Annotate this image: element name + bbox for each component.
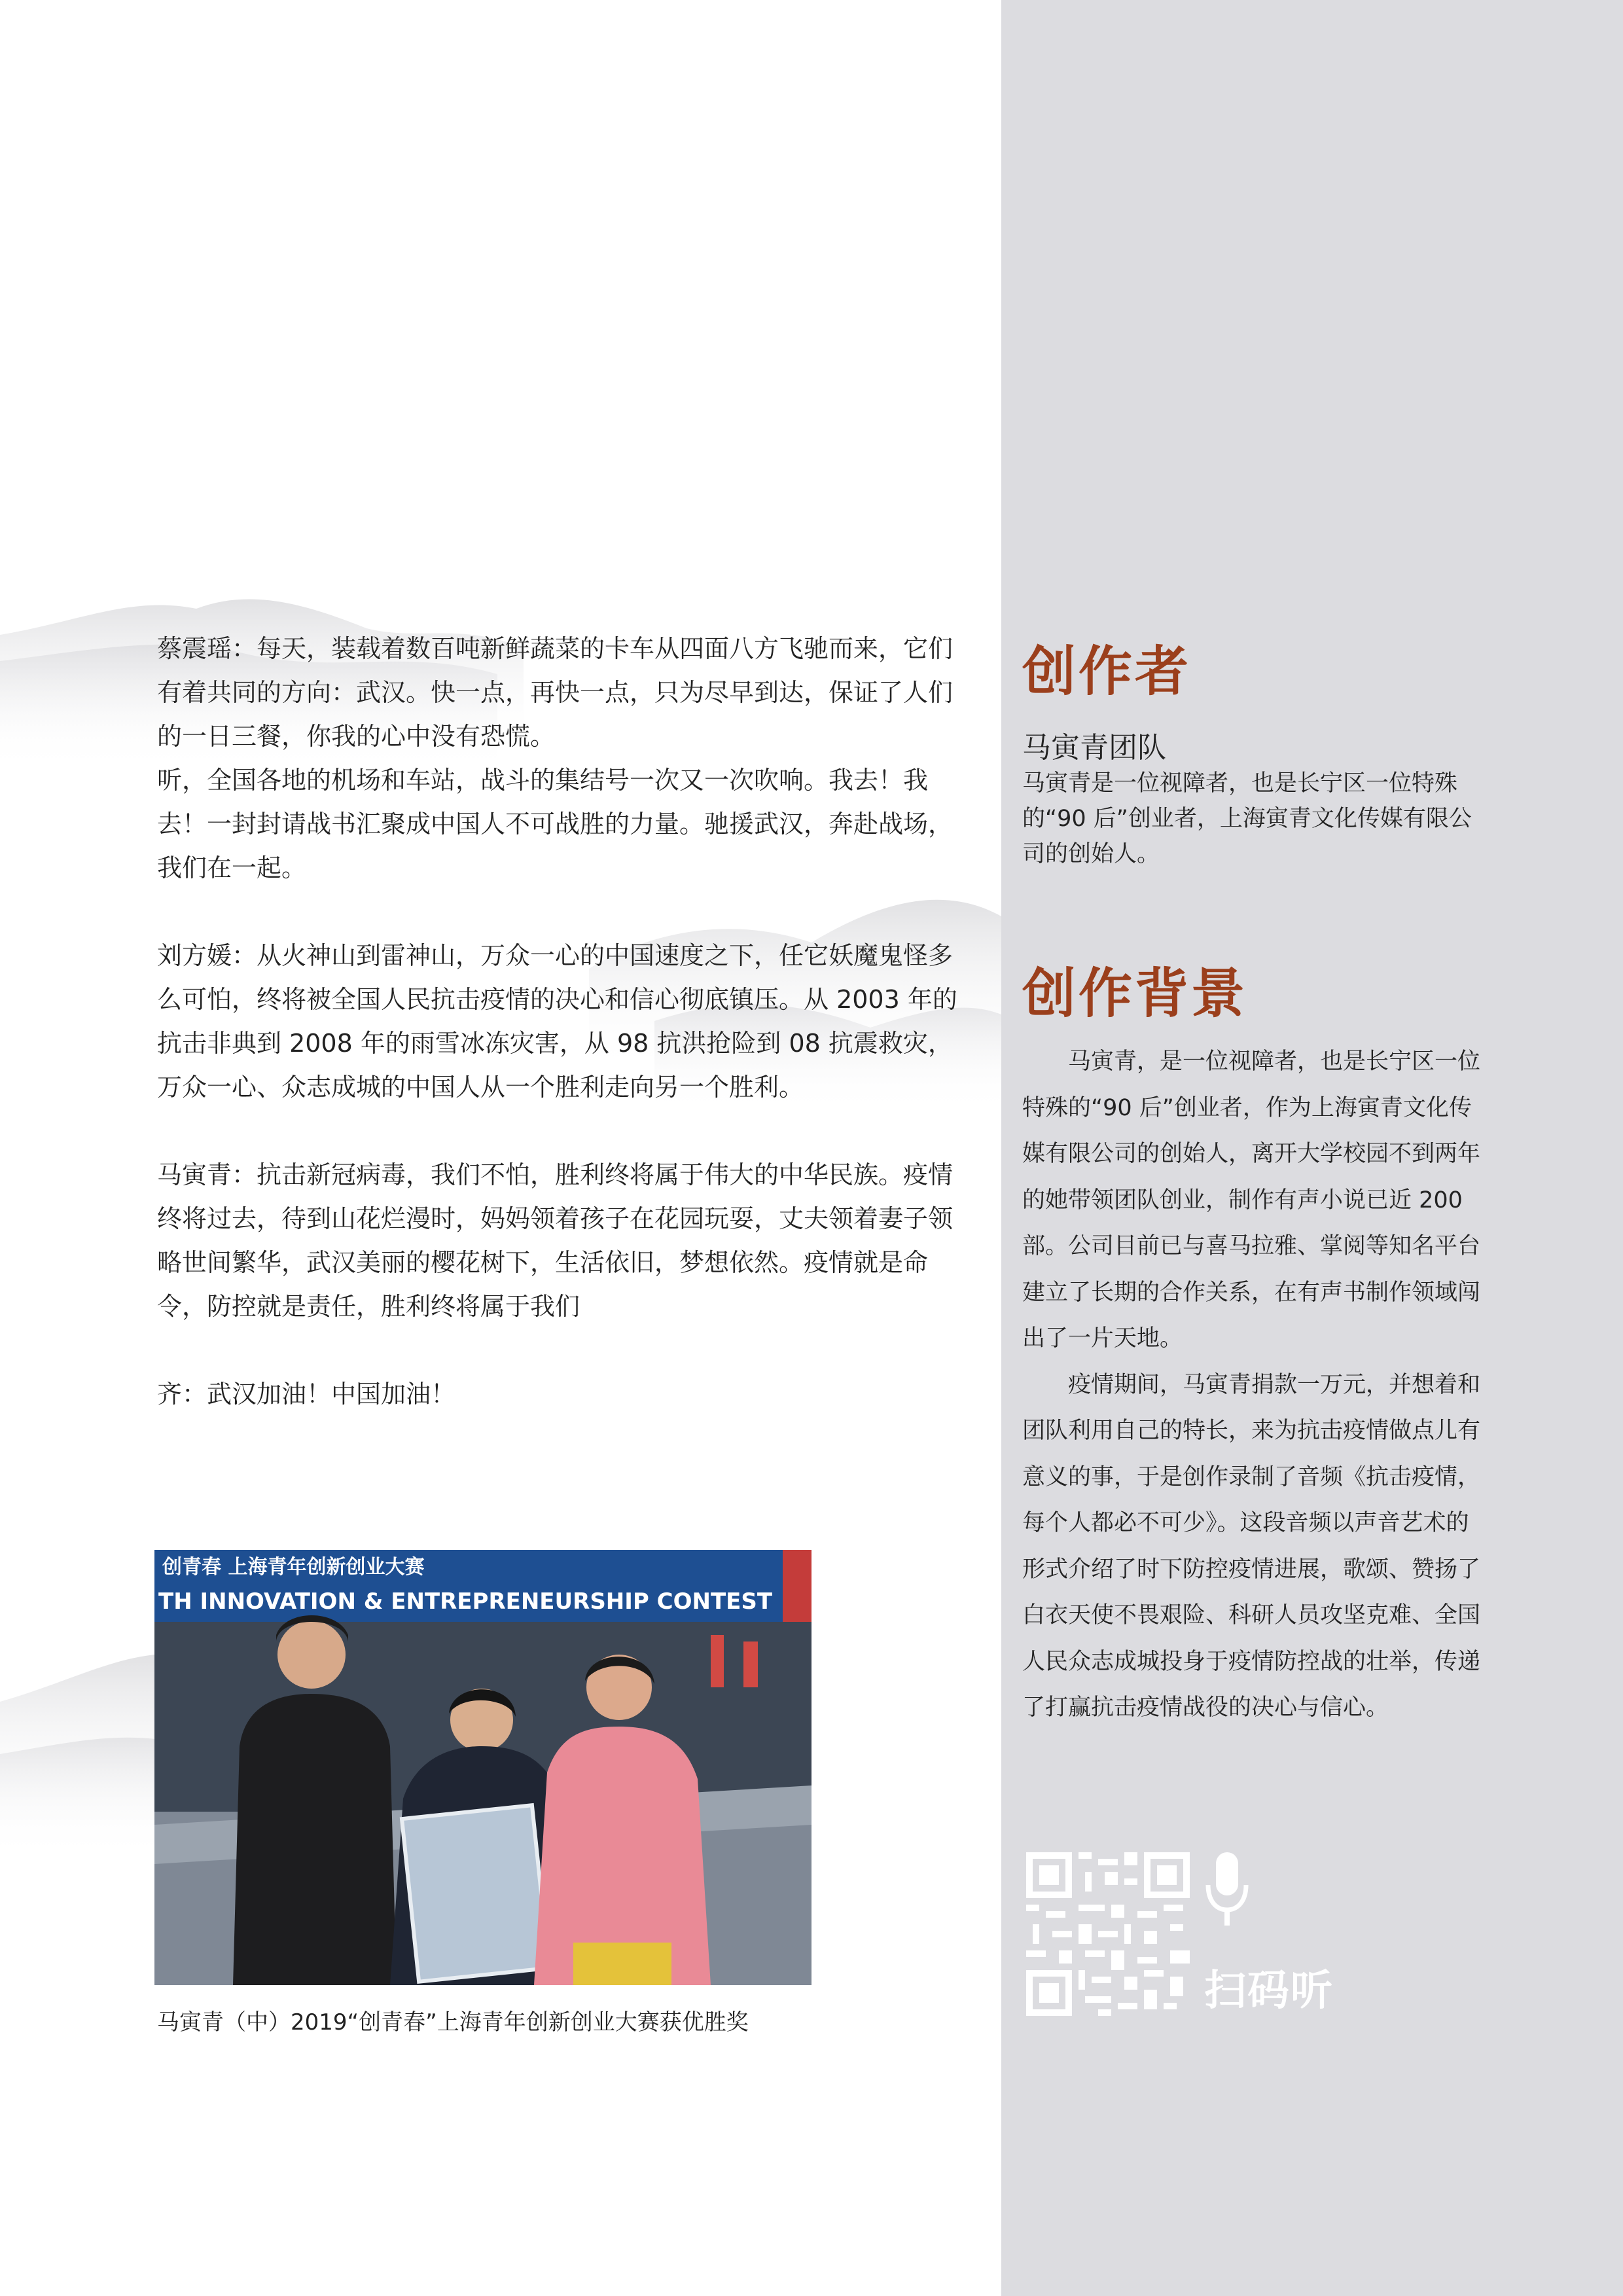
background-paragraph: 马寅青，是一位视障者，也是长宁区一位特殊的“90 后”创业者，作为上海寅青文化传媒有限公司的创始人，离开大学校园不到两年的她带领团队创业，制作有声小说已近 200 部。公司目前已与喜马拉雅、掌阅等知名平台建立了长期的合作关系，在有声书制作领域闯出了一片天地。 xyxy=(1022,1049,1481,1352)
background-heading: 创作背景 xyxy=(1022,962,1248,1025)
background-text xyxy=(1022,1039,1480,1731)
background-paragraph: 疫情期间，马寅青捐款一万元，并想着和团队利用自己的特长，来为抗击疫情做点儿有意义的事，于是创作录制了音频《抗击疫情，每个人都必不可少》。这段音频以声音艺术的形式介绍了时下防控疫情进展，歌颂、赞扬了白衣天使不畏艰险、科研人员攻坚克难、全国人民众志成城投身于疫情防控战的壮举，传递了打赢抗击疫情战役的决心与信心。 xyxy=(1022,1371,1481,1721)
dialogue-paragraph: 齐：武汉加油！中国加油！ xyxy=(157,1380,456,1408)
creator-description: 马寅青是一位视障者，也是长宁区一位特殊的“90 后”创业者，上海寅青文化传媒有限公司的创始人。 xyxy=(1022,770,1472,867)
dialogue-text xyxy=(157,627,969,1416)
banner-english-text: TH INNOVATION & ENTREPRENEURSHIP CONTEST xyxy=(158,1588,773,1615)
award-photo xyxy=(154,1550,812,1985)
scan-to-listen-label: 扫码听 xyxy=(1204,1967,1334,2015)
award-photo-illustration xyxy=(154,1550,812,1985)
qr-code-icon[interactable] xyxy=(1026,1852,1190,2016)
dialogue-paragraph: 刘方媛：从火神山到雷神山，万众一心的中国速度之下，任它妖魔鬼怪多么可怕，终将被全国人民抗击疫情的决心和信心彻底镇压。从 2003 年的抗击非典到 2008 年的雨雪冰冻灾害，从 98 抗洪抢险到 08 抗震救灾，万众一心、众志成城的中国人从一个胜利走向另一个胜利。 xyxy=(157,941,957,1102)
creator-heading: 创作者 xyxy=(1022,640,1192,703)
dialogue-paragraph: 听，全国各地的机场和车站，战斗的集结号一次又一次吹响。我去！我去！一封封请战书汇聚成中国人不可战胜的力量。驰援武汉，奔赴战场，我们在一起。 xyxy=(157,766,954,882)
microphone-icon xyxy=(1204,1852,1250,1931)
creator-name: 马寅青团队 xyxy=(1022,731,1166,764)
photo-caption: 马寅青（中）2019“创青春”上海青年创新创业大赛获优胜奖 xyxy=(157,2009,749,2036)
banner-text: 创青春 上海青年创新创业大赛 xyxy=(162,1556,425,1579)
dialogue-paragraph: 马寅青：抗击新冠病毒，我们不怕，胜利终将属于伟大的中华民族。疫情终将过去，待到山花烂漫时，妈妈领着孩子在花园玩耍，丈夫领着妻子领略世间繁华，武汉美丽的樱花树下，生活依旧，梦想依然。疫情就是命令，防控就是责任，胜利终将属于我们 xyxy=(157,1160,954,1321)
scan-to-listen[interactable] xyxy=(1026,1852,1366,2029)
dialogue-paragraph: 蔡震瑶：每天，装载着数百吨新鲜蔬菜的卡车从四面八方飞驰而来，它们有着共同的方向：武汉。快一点，再快一点，只为尽早到达，保证了人们的一日三餐，你我的心中没有恐慌。 xyxy=(157,634,954,751)
